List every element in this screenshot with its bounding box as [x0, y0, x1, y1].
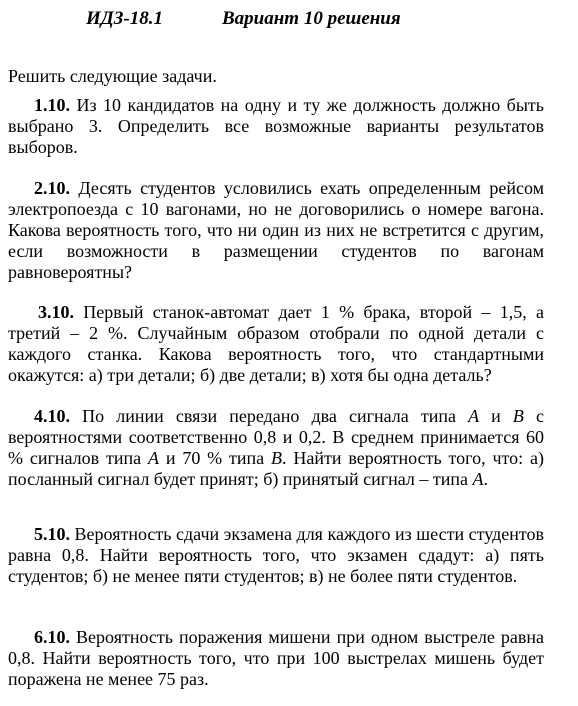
- intro-text: Решить следующие задачи.: [8, 66, 217, 86]
- problem-text: Вероятность сдачи экзамена для каждого из шести студентов равна 0,8. Найти вероятность того, что экзамен сдадут: а) пять студентов; б) не менее пяти студентов; в) не более пяти студентов.: [8, 524, 545, 586]
- problem-1: [8, 95, 544, 158]
- problem-text: Из 10 кандидатов на одну и ту же должность должно быть выбрано 3. Определить все возможные варианты результатов выборов.: [8, 95, 545, 157]
- problem-number: 1.10.: [34, 95, 70, 115]
- signal-type-a: A: [147, 448, 159, 468]
- signal-type-b: B: [271, 448, 283, 468]
- problem-text: Вероятность поражения мишени при одном выстреле равна 0,8. Найти вероятность того, что при 100 выстрелах мишень будет поражена не менее 75 раз.: [8, 627, 545, 689]
- signal-type-a: A: [468, 406, 480, 426]
- assignment-code: ИДЗ-18.1: [86, 8, 164, 29]
- problem-6: [8, 627, 544, 690]
- problem-number: 4.10.: [34, 406, 70, 426]
- problem-5: [8, 524, 544, 587]
- problem-number: 5.10.: [34, 524, 70, 544]
- problem-number: 3.10.: [38, 302, 74, 322]
- problem-text: Первый станок-автомат дает 1 % брака, второй – 1,5, а третий – 2 %. Случайным образом отобрали по одной детали с каждого станка. Какова вероятность того, что стандартными окажутся: а) три детали; б) две детали; в) хотя бы одна деталь?: [8, 302, 544, 385]
- problem-number: 2.10.: [34, 178, 70, 198]
- problem-text: Десять студентов условились ехать определенным рейсом электропоезда с 10 вагонами, но не договорились о номере вагона. Какова вероятность того, что ни один из них не встретится с другим, если возможности в размещении студентов по вагонам равновероятны?: [8, 178, 545, 282]
- problem-3: [8, 302, 544, 386]
- problem-4: [8, 406, 544, 490]
- problem-text: По линии связи передано два сигнала типа A и B с вероятностями соответственно 0,8 и 0,2. В среднем принимается 60 % сигналов типа A и 70 % типа B. Найти вероятность того, что: а) посланный сигнал будет принят; б) принятый сигнал – типа A.: [8, 406, 544, 489]
- variant-title: Вариант 10 решения: [222, 8, 401, 29]
- signal-type-a: A: [472, 469, 484, 489]
- signal-type-b: B: [512, 406, 524, 426]
- problem-2: [8, 178, 544, 283]
- problem-number: 6.10.: [34, 627, 70, 647]
